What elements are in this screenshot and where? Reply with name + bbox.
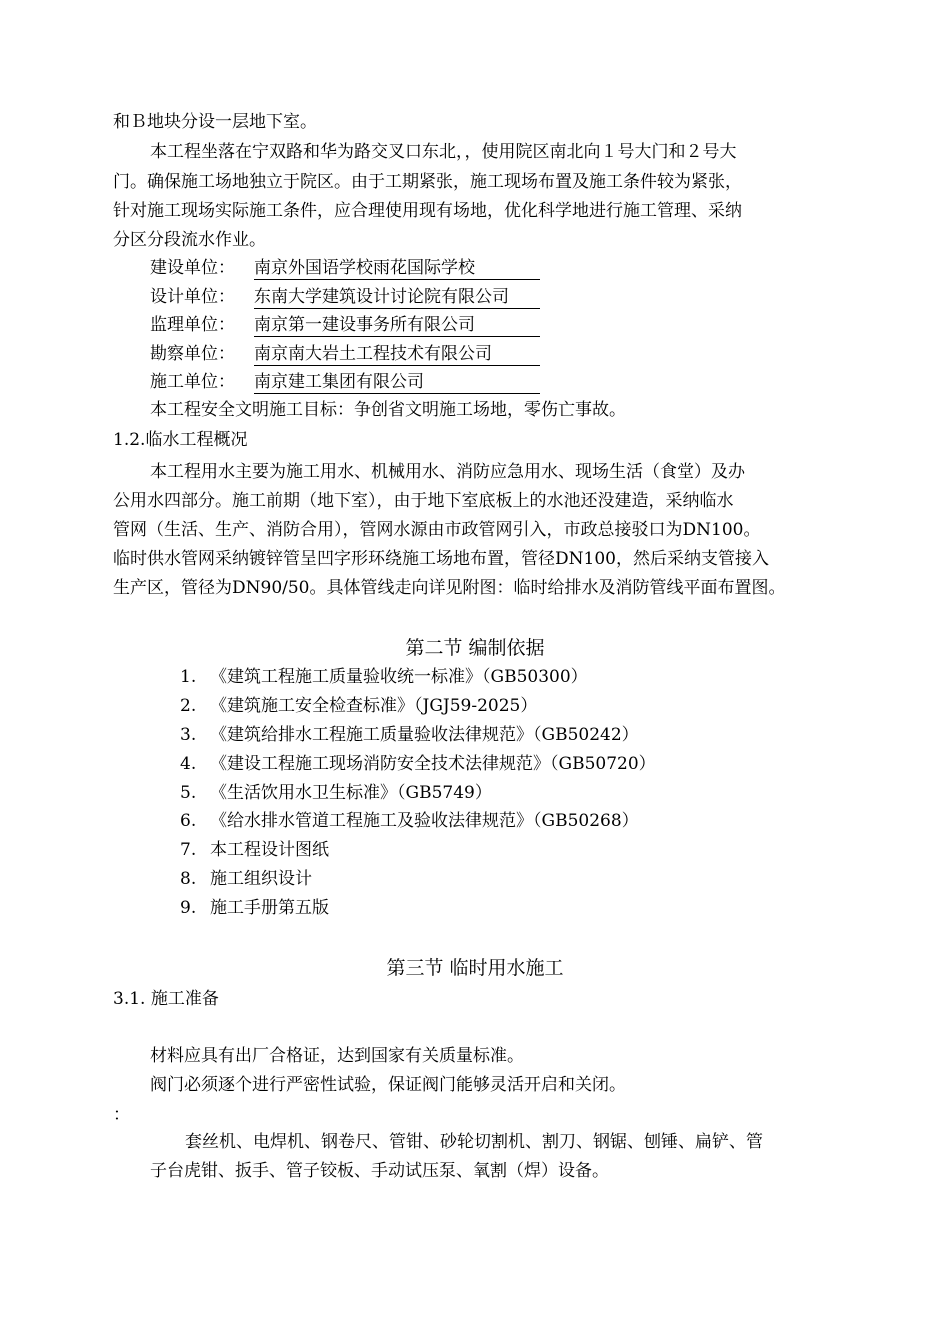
paragraph-line: 材料应具有出厂合格证，达到国家有关质量标准。 xyxy=(150,1046,524,1066)
unit-value: 南京建工集团有限公司 xyxy=(254,371,540,394)
reference-item xyxy=(180,752,656,776)
reference-text: 《给水排水管道工程施工及验收法律规范》（GB50268） xyxy=(210,811,639,831)
reference-number: 7. xyxy=(180,840,197,860)
reference-text: 《建筑施工安全检查标准》（JGJ59-2025） xyxy=(210,696,538,716)
unit-label: 监理单位： xyxy=(150,315,235,335)
reference-text: 《生活饮用水卫生标准》（GB5749） xyxy=(210,783,492,803)
reference-text: 施工组织设计 xyxy=(210,869,312,889)
reference-number: 8. xyxy=(180,869,197,889)
sub-heading-3-1: 3.1. 施工准备 xyxy=(113,989,219,1009)
reference-text: 《建筑工程施工质量验收统一标准》（GB50300） xyxy=(210,667,588,687)
reference-item xyxy=(180,694,537,718)
intro-line: 和Ｂ地块分设一层地下室。 xyxy=(113,112,317,132)
reference-number: 2. xyxy=(180,696,197,716)
paragraph-line: 阀门必须逐个进行严密性试验，保证阀门能够灵活开启和关闭。 xyxy=(150,1075,626,1095)
paragraph-line: 本工程坐落在宁双路和华为路交叉口东北，，使用院区南北向１号大门和２号大 xyxy=(150,142,737,162)
reference-number: 3. xyxy=(180,725,197,745)
reference-text: 施工手册第五版 xyxy=(210,898,329,918)
paragraph-line: 临时供水管网采纳镀锌管呈凹字形环绕施工场地布置，管径DN100，然后采纳支管接入 xyxy=(113,549,769,569)
unit-row xyxy=(150,256,540,280)
unit-row xyxy=(150,313,540,337)
section-heading-1-2: 1.2.临水工程概况 xyxy=(113,430,248,450)
paragraph-line: 套丝机、电焊机、钢卷尺、管钳、砂轮切割机、割刀、钢锯、刨锤、扁铲、管 xyxy=(185,1132,763,1152)
unit-row xyxy=(150,342,540,366)
reference-number: 4. xyxy=(180,754,197,774)
reference-item xyxy=(180,809,639,833)
unit-label: 施工单位： xyxy=(150,372,235,392)
paragraph-line: 针对施工现场实际施工条件，应合理使用现有场地，优化科学地进行施工管理、采纳 xyxy=(113,201,742,221)
paragraph-line: 门。确保施工场地独立于院区。由于工期紧张，施工现场布置及施工条件较为紧张， xyxy=(113,172,742,192)
reference-text: 《建设工程施工现场消防安全技术法律规范》（GB50720） xyxy=(210,754,656,774)
unit-label: 设计单位： xyxy=(150,287,235,307)
reference-number: 1. xyxy=(180,667,197,687)
paragraph-line: 生产区，管径为DN90/50。具体管线走向详见附图：临时给排水及消防管线平面布置图。 xyxy=(113,578,786,598)
section-title-3: 第三节 临时用水施工 xyxy=(386,957,564,979)
unit-label: 建设单位： xyxy=(150,258,235,278)
reference-number: 9. xyxy=(180,898,197,918)
paragraph-line: 公用水四部分。施工前期（地下室），由于地下室底板上的水池还没建造，采纳临水 xyxy=(113,491,734,511)
paragraph-line: 分区分段流水作业。 xyxy=(113,230,266,250)
unit-value: 南京南大岩土工程技术有限公司 xyxy=(254,343,540,366)
colon-mark: ： xyxy=(113,1105,130,1125)
reference-item xyxy=(180,723,639,747)
reference-number: 5. xyxy=(180,783,197,803)
reference-text: 本工程设计图纸 xyxy=(210,840,329,860)
unit-value: 南京外国语学校雨花国际学校 xyxy=(254,257,540,280)
section-title-2: 第二节 编制依据 xyxy=(405,637,545,659)
unit-label: 勘察单位： xyxy=(150,344,235,364)
reference-text: 《建筑给排水工程施工质量验收法律规范》（GB50242） xyxy=(210,725,639,745)
paragraph-line: 本工程用水主要为施工用水、机械用水、消防应急用水、现场生活（食堂）及办 xyxy=(150,462,745,482)
safety-goal: 本工程安全文明施工目标：争创省文明施工场地，零伤亡事故。 xyxy=(150,400,626,420)
unit-value: 南京第一建设事务所有限公司 xyxy=(254,314,540,337)
reference-item xyxy=(180,781,492,805)
paragraph-line: 管网（生活、生产、消防合用），管网水源由市政管网引入，市政总接驳口为DN100。 xyxy=(113,520,761,540)
paragraph-line: 子台虎钳、扳手、管子铰板、手动试压泵、氧割（焊）设备。 xyxy=(150,1161,609,1181)
reference-number: 6. xyxy=(180,811,197,831)
unit-value: 东南大学建筑设计讨论院有限公司 xyxy=(254,286,540,309)
reference-item xyxy=(180,896,329,920)
unit-row xyxy=(150,285,540,309)
unit-row xyxy=(150,370,540,394)
reference-item xyxy=(180,838,329,862)
reference-item xyxy=(180,665,588,689)
reference-item xyxy=(180,867,312,891)
